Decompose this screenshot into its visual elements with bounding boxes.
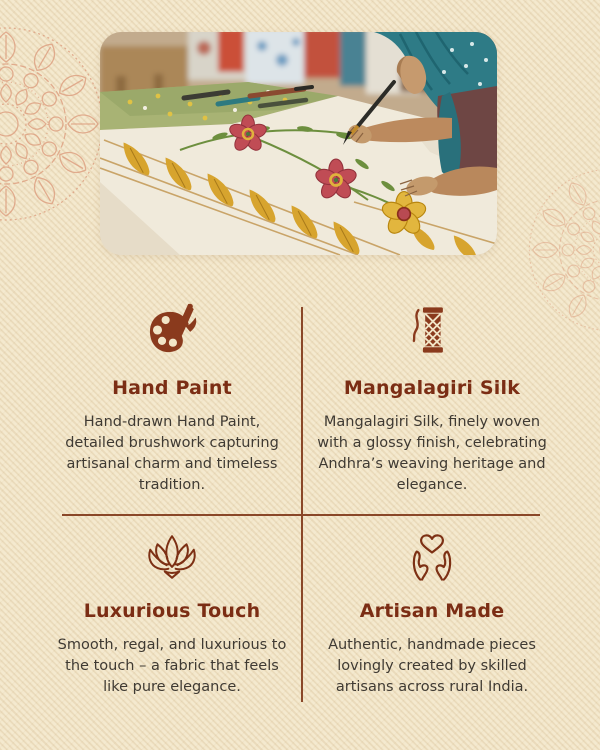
paint-palette-icon (143, 301, 201, 359)
feature-title: Mangalagiri Silk (343, 377, 521, 399)
feature-title: Luxurious Touch (83, 600, 261, 622)
lotus-icon (143, 528, 201, 586)
feature-hand-paint (42, 301, 302, 496)
feature-luxurious-touch (42, 528, 302, 698)
feature-mangalagiri-silk (302, 301, 562, 496)
feature-description: Authentic, handmade pieces lovingly created by skilled artisans across rural India. (328, 637, 536, 695)
feature-title: Hand Paint (112, 377, 232, 399)
feature-title: Artisan Made (359, 600, 505, 622)
grid-divider-horizontal (62, 514, 540, 516)
feature-description: Hand-drawn Hand Paint, detailed brushwork capturing artisanal charm and timeless tradition. (65, 414, 279, 493)
feature-description: Smooth, regal, and luxurious to the touch – a fabric that feels like pure elegance. (57, 637, 287, 695)
mandala-ornament-top-left (0, 14, 116, 234)
hands-holding-heart-icon (403, 528, 461, 586)
hero-photo-illustration (100, 32, 497, 255)
feature-artisan-made (302, 528, 562, 698)
feature-description: Mangalagiri Silk, finely woven with a glossy finish, celebrating Andhra’s weaving heritage and elegance. (317, 414, 547, 493)
hero-photo (100, 32, 497, 255)
thread-spool-icon (403, 301, 461, 359)
